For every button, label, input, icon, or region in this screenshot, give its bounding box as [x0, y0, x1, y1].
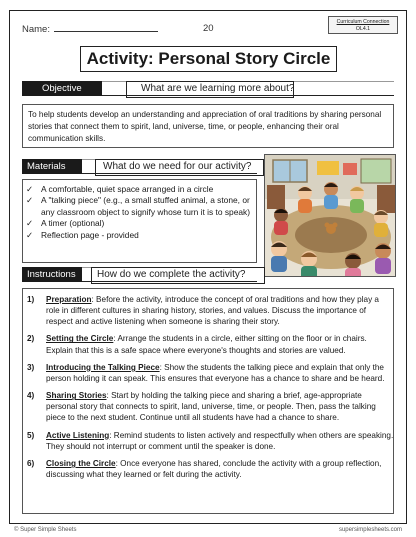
- title-box: [80, 46, 337, 72]
- step-text: : Start by holding the talking piece and sharing a brief, age-appropriate personal story that connects to spirit, land, universe, time, or people. Then, pass the talking piece to the next student. Continue until all students have had a chance to share.: [46, 391, 376, 423]
- step-number: 3): [27, 362, 35, 372]
- step-text: : Remind students to listen actively and respectfully when others are speaking. They should not interrupt or comment until the speaker is done.: [46, 430, 394, 451]
- list-item: ✓ A timer (optional): [22, 218, 257, 229]
- list-item: [22, 333, 400, 355]
- check-icon: ✓: [26, 218, 34, 229]
- list-item: [22, 430, 400, 452]
- list-item: ✓ A comfortable, quiet space arranged in a circle: [22, 184, 257, 195]
- step-title: Active Listening: [46, 430, 110, 440]
- name-label: Name:: [22, 24, 50, 35]
- step-text: : Arrange the students in a circle, either sitting on the floor or in chairs. Explain that this is a safe space where everyone's thoughts and stories are valued.: [46, 334, 367, 355]
- step-title: Preparation: [46, 295, 92, 304]
- objective-bar: [22, 81, 394, 96]
- step-text: : Before the activity, introduce the concept of oral traditions and how they play a role in different cultures in sharing history, stories, and values. Discuss the importance of respect and active listening when someone is sharing their story.: [46, 295, 379, 327]
- list-item: [22, 294, 400, 327]
- curriculum-connection-title: Curriculum Connection: [336, 19, 390, 25]
- step-text: : Show the students the talking piece and explain that only the person holding it can speak. This ensures that everyone has a chance to share and be heard.: [46, 362, 385, 383]
- step-text: : Once everyone has shared, conclude the activity with a group reflection, discussing what they learned or felt during the activity.: [46, 459, 382, 480]
- check-icon: ✓: [26, 195, 34, 206]
- list-item: ✓ Reflection page - provided: [22, 230, 257, 241]
- objective-question: What are we learning more about?: [141, 83, 295, 94]
- step-title: Closing the Circle: [46, 459, 116, 469]
- step-number: 1): [27, 295, 35, 304]
- name-field[interactable]: [22, 23, 158, 35]
- page-number: 20: [203, 23, 214, 34]
- instructions-bar: [22, 267, 257, 282]
- curriculum-code: OL4.1: [355, 26, 371, 32]
- instructions-tag: Instructions: [22, 267, 82, 282]
- check-icon: ✓: [26, 184, 34, 194]
- story-circle-illustration: [264, 154, 396, 277]
- instructions-question: How do we complete the activity?: [97, 269, 246, 280]
- list-item: ✓ A "talking piece" (e.g., a small stuffed animal, a stone, or any classroom object to signify whose turn it is to speak): [22, 195, 257, 218]
- step-title: Introducing the Talking Piece: [46, 362, 160, 372]
- step-title: Sharing Stories: [46, 391, 107, 401]
- materials-list: [22, 184, 257, 241]
- step-title: Setting the Circle: [46, 334, 114, 344]
- instructions-list: [22, 294, 400, 486]
- materials-bar: [22, 159, 257, 174]
- step-number: 6): [27, 459, 35, 469]
- step-number: 5): [27, 430, 35, 440]
- list-item: [22, 362, 400, 384]
- list-item: [22, 390, 400, 423]
- step-number: 4): [27, 391, 35, 401]
- step-number: 2): [27, 334, 35, 344]
- footer-website: supersimplesheets.com: [338, 527, 402, 533]
- materials-tag: Materials: [22, 159, 82, 174]
- footer-copyright: © Super Simple Sheets: [14, 527, 77, 533]
- objective-tag: Objective: [22, 81, 102, 96]
- curriculum-connection-badge: [328, 16, 398, 34]
- materials-question: What do we need for our activity?: [103, 161, 252, 172]
- list-item: [22, 458, 400, 480]
- objective-text: To help students develop an understanding and appreciation of oral traditions by sharing personal stories that connect them to spirit, land, universe, time, or people, enhancing their oral communication skills.: [28, 110, 382, 143]
- check-icon: ✓: [26, 229, 34, 240]
- name-line[interactable]: [54, 23, 158, 32]
- page-title: Activity: Personal Story Circle: [86, 49, 331, 68]
